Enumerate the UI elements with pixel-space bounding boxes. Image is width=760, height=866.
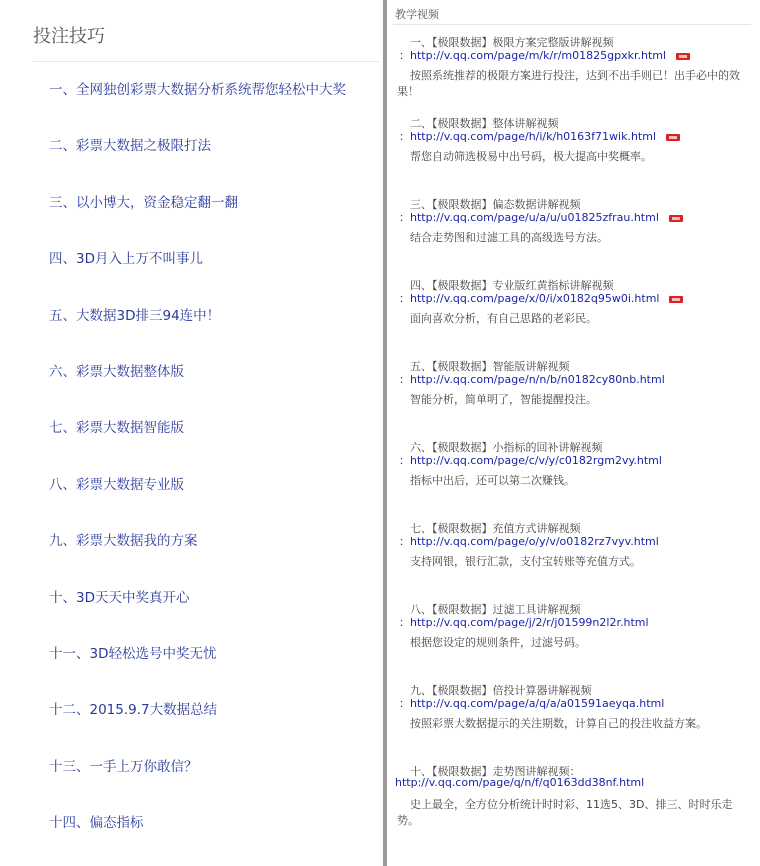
video-url-link[interactable]: http://v.qq.com/page/n/n/b/n0182cy80nb.html [410, 373, 665, 386]
video-item [387, 192, 760, 273]
link-prefix: ： [399, 454, 410, 467]
video-title: 七、【极限数据】充值方式讲解视频 [410, 522, 581, 535]
link-prefix: ： [399, 49, 410, 62]
video-link-row [399, 209, 683, 225]
video-description: 结合走势图和过滤工具的高级选号方法。 [410, 231, 608, 244]
tip-link[interactable]: 十一、3D轻松选号中奖无忧 [49, 645, 217, 662]
video-title: 五、【极限数据】智能版讲解视频 [410, 360, 570, 373]
video-title: 九、【极限数据】倍投计算器讲解视频 [410, 684, 592, 697]
video-item [387, 759, 760, 840]
video-url-link[interactable]: http://v.qq.com/page/h/i/k/h0163f71wik.html [410, 130, 657, 143]
video-link-row [399, 452, 662, 468]
video-url-link[interactable]: http://v.qq.com/page/m/k/r/m01825gpxkr.html [410, 49, 667, 62]
tip-link[interactable]: 六、彩票大数据整体版 [49, 363, 184, 380]
video-title-rule [393, 24, 751, 25]
video-url-link[interactable]: http://v.qq.com/page/u/a/u/u01825zfrau.html [410, 211, 659, 224]
video-item [387, 597, 760, 678]
tip-link[interactable]: 十二、2015.9.7大数据总结 [49, 702, 218, 719]
video-list [387, 30, 760, 840]
video-item [387, 354, 760, 435]
video-description: 面向喜欢分析，有自己思路的老彩民。 [410, 312, 597, 325]
video-link-row [399, 290, 683, 306]
link-prefix: ： [399, 535, 410, 548]
video-panel [387, 0, 760, 866]
tip-link[interactable]: 四、3D月入上万不叫事儿 [49, 251, 203, 268]
tip-link[interactable]: 二、彩票大数据之极限打法 [49, 138, 211, 155]
video-title: 三、【极限数据】偏态数据讲解视频 [410, 198, 581, 211]
video-item [387, 273, 760, 354]
tip-link[interactable]: 七、彩票大数据智能版 [49, 420, 184, 437]
video-link-row [399, 695, 664, 711]
video-item [387, 111, 760, 192]
video-description: 史上最全，全方位分析统计时时彩、11选5、3D、排三、时时乐走势。 [397, 798, 733, 827]
tip-link[interactable]: 十四、偏态指标 [49, 815, 144, 832]
video-title: 一、【极限数据】极限方案完整版讲解视频 [410, 36, 614, 49]
video-title: 十、【极限数据】走势图讲解视频： [410, 765, 581, 778]
video-title: 二、【极限数据】整体讲解视频 [410, 117, 559, 130]
tip-link[interactable]: 三、以小博大，资金稳定翻一翻 [49, 194, 238, 211]
video-url-link[interactable]: http://v.qq.com/page/q/n/f/q0163dd38nf.html [395, 776, 645, 789]
video-description: 帮您自动筛选极易中出号码，极大提高中奖概率。 [410, 150, 652, 163]
video-url-link[interactable]: http://v.qq.com/page/o/y/v/o0182rz7vyv.html [410, 535, 659, 548]
video-title: 六、【极限数据】小指标的回补讲解视频 [410, 441, 603, 454]
video-link-row [399, 614, 649, 630]
tips-title: 投注技巧 [33, 26, 105, 47]
new-badge-icon [669, 296, 683, 303]
video-description: 支持网银，银行汇款，支付宝转账等充值方式。 [410, 555, 641, 568]
tip-link[interactable]: 九、彩票大数据我的方案 [49, 533, 198, 550]
video-url-link[interactable]: http://v.qq.com/page/x/0/i/x0182q95w0i.html [410, 292, 660, 305]
link-prefix: ： [399, 292, 410, 305]
tip-link[interactable]: 十、3D天天中奖真开心 [49, 589, 190, 606]
video-url-link[interactable]: http://v.qq.com/page/a/q/a/a01591aeyqa.html [410, 697, 665, 710]
video-title: 八、【极限数据】过滤工具讲解视频 [410, 603, 581, 616]
video-panel-title: 教学视频 [395, 8, 439, 21]
link-prefix: ： [399, 211, 410, 224]
video-item [387, 435, 760, 516]
video-item [387, 678, 760, 759]
video-link-row [395, 776, 644, 789]
video-link-row [399, 533, 659, 549]
video-link-row [399, 128, 680, 144]
video-item [387, 30, 760, 111]
tip-link[interactable]: 一、全网独创彩票大数据分析系统帮您轻松中大奖 [49, 82, 346, 98]
video-url-link[interactable]: http://v.qq.com/page/j/2/r/j01599n2l2r.html [410, 616, 649, 629]
video-description: 按照彩票大数据提示的关注期数，计算自己的投注收益方案。 [410, 717, 707, 730]
link-prefix: ： [399, 616, 410, 629]
video-description: 智能分析，简单明了，智能提醒投注。 [410, 393, 597, 406]
video-item [387, 516, 760, 597]
video-description: 按照系统推荐的极限方案进行投注，达到不出手则已！出手必中的效果！ [397, 69, 740, 98]
tips-list [0, 62, 384, 851]
link-prefix: ： [399, 130, 410, 143]
new-badge-icon [666, 134, 680, 141]
tip-link[interactable]: 十三、一手上万你敢信？ [49, 758, 198, 775]
new-badge-icon [669, 215, 683, 222]
video-link-row [399, 47, 690, 63]
video-title: 四、【极限数据】专业版红黄指标讲解视频 [410, 279, 614, 292]
video-description: 根据您设定的规则条件，过滤号码。 [410, 636, 586, 649]
video-description: 指标中出后，还可以第二次赚钱。 [410, 474, 575, 487]
video-url-link[interactable]: http://v.qq.com/page/c/v/y/c0182rgm2vy.html [410, 454, 662, 467]
video-link-row [399, 371, 665, 387]
link-prefix: ： [399, 373, 410, 386]
link-prefix: ： [399, 697, 410, 710]
tip-link[interactable]: 五、大数据3D排三94连中！ [49, 307, 221, 324]
new-badge-icon [676, 53, 690, 60]
tip-link[interactable]: 八、彩票大数据专业版 [49, 476, 184, 493]
